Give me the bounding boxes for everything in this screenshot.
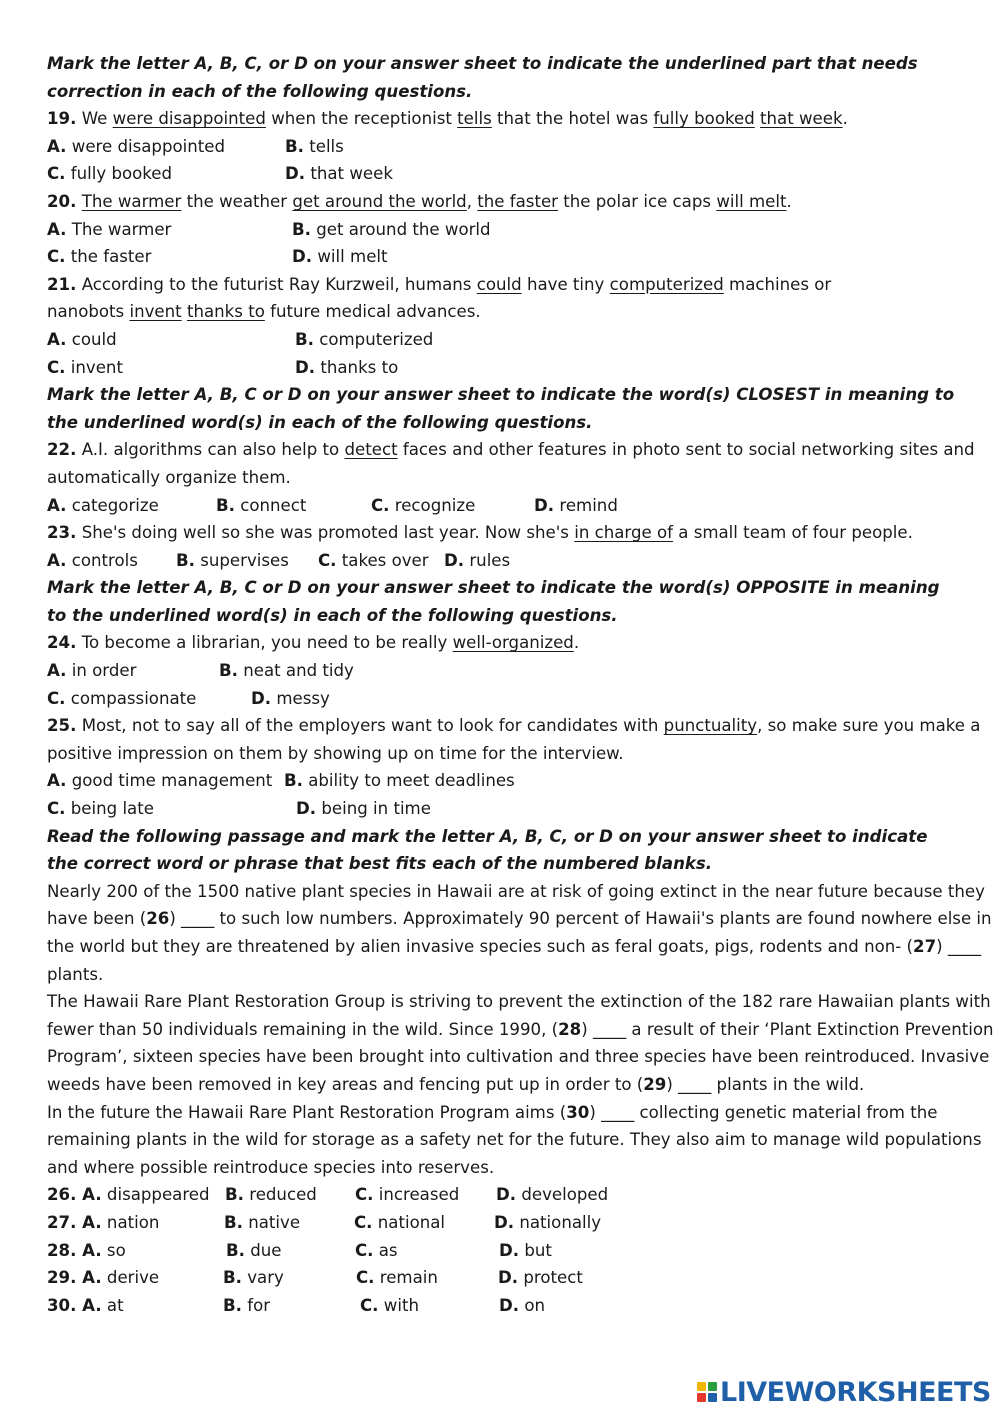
question-text: . <box>842 109 848 129</box>
question-text: Most, not to say all of the employers want to look for candidates with <box>81 716 659 736</box>
option-a[interactable]: 30. A. at <box>47 1295 124 1315</box>
passage-line: fewer than 50 individuals remaining in the wild. Since 1990, (28) ____ a result of their ‘Plant Extinction Prevention <box>47 1019 994 1039</box>
options-row <box>47 547 957 575</box>
option-b[interactable]: B. vary <box>223 1268 284 1288</box>
option-c[interactable]: C. invent <box>47 357 123 377</box>
question-text: We <box>81 109 108 129</box>
blank-26-number: 26 <box>146 909 170 929</box>
option-b[interactable]: B. native <box>224 1212 301 1232</box>
option-d[interactable]: D. protect <box>498 1268 583 1288</box>
options-row <box>47 492 957 520</box>
option-a[interactable]: 28. A. so <box>47 1240 126 1260</box>
question-text: nanobots <box>47 302 125 322</box>
underlined-part: that week <box>760 109 843 129</box>
question-text: when the receptionist <box>271 109 452 129</box>
option-c[interactable]: C. remain <box>356 1268 438 1288</box>
underlined-part: get around the world <box>292 191 467 211</box>
answer-row-28 <box>47 1237 957 1265</box>
option-b[interactable]: B. ability to meet deadlines <box>284 771 515 791</box>
passage-line: Nearly 200 of the 1500 native plant species in Hawaii are at risk of going extinct in the near future because they <box>47 881 985 901</box>
question-number: 20. <box>47 191 77 211</box>
answer-row-30 <box>47 1292 957 1320</box>
question-text: machines or <box>729 274 832 294</box>
option-a[interactable]: A. could <box>47 329 117 349</box>
passage-line: remaining plants in the wild for storage as a safety net for the future. They also aim to manage wild populations <box>47 1130 982 1150</box>
instruction-correction: Mark the letter A, B, C, or D on your answer sheet to indicate the underlined part that needs correction in each of the following questions. <box>47 54 918 101</box>
options-row <box>47 657 957 685</box>
logo-text: LIVEWORKSHEETS <box>720 1376 991 1408</box>
question-25-cont: positive impression on them by showing up on time for the interview. <box>47 743 624 763</box>
question-24 <box>47 629 957 657</box>
option-d[interactable]: D. nationally <box>494 1212 602 1232</box>
options-row <box>47 326 957 354</box>
passage-line: the world but they are threatened by alien invasive species such as feral goats, pigs, rodents and non- (27) ____ <box>47 937 982 956</box>
instruction-closest: Mark the letter A, B, C or D on your answer sheet to indicate the word(s) CLOSEST in meaning to the underlined word(s) in each of the following questions. <box>47 385 955 432</box>
question-number: 22. <box>47 440 77 460</box>
option-c[interactable]: C. increased <box>355 1185 460 1205</box>
question-text: have tiny <box>526 274 605 294</box>
option-d[interactable]: D. rules <box>444 550 511 570</box>
logo-mark-icon <box>697 1382 717 1402</box>
option-a[interactable]: A. The warmer <box>47 219 172 239</box>
question-text: She's doing well so she was promoted last year. Now she's <box>81 523 569 543</box>
question-text: future medical advances. <box>270 302 481 322</box>
option-d[interactable]: D. being in time <box>296 799 431 819</box>
passage-line: Program’, sixteen species have been brought into cultivation and three species have been reintroduced. Invasive <box>47 1047 990 1067</box>
option-b[interactable]: B. connect <box>216 495 307 515</box>
option-a[interactable]: 29. A. derive <box>47 1268 160 1288</box>
option-b[interactable]: B. due <box>226 1240 282 1260</box>
blank-28-number: 28 <box>558 1019 582 1039</box>
question-text: faces and other features in photo sent to social networking sites and <box>402 440 975 460</box>
option-c[interactable]: C. national <box>354 1212 446 1232</box>
underlined-part: well-organized <box>452 633 574 653</box>
question-text: , so make sure you make a <box>757 716 981 736</box>
question-text: . <box>786 191 792 211</box>
option-c[interactable]: C. recognize <box>371 495 476 515</box>
option-b[interactable]: B. for <box>223 1295 271 1315</box>
option-d[interactable]: D. but <box>499 1240 552 1260</box>
logo-square <box>708 1382 717 1391</box>
option-c[interactable]: C. compassionate <box>47 688 197 708</box>
question-number: 24. <box>47 633 77 653</box>
logo-square <box>697 1382 706 1391</box>
question-23 <box>47 519 957 547</box>
logo-square <box>697 1393 706 1402</box>
option-b[interactable]: B. computerized <box>295 329 434 349</box>
instruction-passage: Read the following passage and mark the letter A, B, C, or D on your answer sheet to indicate the correct word or phrase that best fits each of the numbered blanks. <box>47 826 928 874</box>
option-d[interactable]: D. remind <box>534 495 618 515</box>
option-c[interactable]: C. with <box>360 1295 419 1315</box>
passage-line: The Hawaii Rare Plant Restoration Group is striving to prevent the extinction of the 182 rare Hawaiian plants with <box>47 992 991 1012</box>
option-b[interactable]: B. tells <box>285 136 344 156</box>
option-a[interactable]: A. good time management <box>47 771 273 791</box>
options-row <box>47 767 957 795</box>
question-22-cont: automatically organize them. <box>47 467 291 487</box>
underlined-part: invent <box>129 302 182 322</box>
passage-line: have been (26) ____ to such low numbers. Approximately 90 percent of Hawaii's plants are found nowhere else in <box>47 909 992 929</box>
question-21-cont <box>47 298 957 326</box>
options-row <box>47 685 957 713</box>
underlined-part: detect <box>344 440 398 460</box>
option-d[interactable]: D. messy <box>251 688 330 708</box>
question-19 <box>47 105 957 133</box>
question-text: that the hotel was <box>497 109 649 129</box>
option-c[interactable]: C. takes over <box>318 550 429 570</box>
passage-line: plants. <box>47 964 104 984</box>
underlined-part: will melt <box>716 191 787 211</box>
option-c[interactable]: C. fully booked <box>47 164 173 184</box>
underlined-part: in charge of <box>574 523 673 543</box>
underlined-part: punctuality <box>663 716 758 736</box>
option-a[interactable]: A. were disappointed <box>47 136 226 156</box>
underlined-part: the faster <box>477 191 558 211</box>
underlined-part: tells <box>457 109 492 129</box>
option-c[interactable]: C. as <box>355 1240 398 1260</box>
instruction-opposite: Mark the letter A, B, C or D on your answer sheet to indicate the word(s) OPPOSITE in meaning to the underlined word(s) in each of the following questions. <box>47 578 940 625</box>
blank-29-number: 29 <box>643 1074 667 1094</box>
option-d[interactable]: D. that week <box>285 164 393 184</box>
option-c[interactable]: C. being late <box>47 799 154 819</box>
options-row <box>47 243 957 271</box>
answer-row-29 <box>47 1264 957 1292</box>
question-22 <box>47 436 975 464</box>
option-b[interactable]: B. supervises <box>176 550 289 570</box>
underlined-part: were disappointed <box>112 109 266 129</box>
options-row <box>47 354 957 382</box>
question-number: 21. <box>47 274 77 294</box>
underlined-part: The warmer <box>81 191 182 211</box>
option-d[interactable]: D. on <box>499 1295 546 1315</box>
option-d[interactable]: D. developed <box>496 1185 609 1205</box>
answer-row-26 <box>47 1181 957 1209</box>
blank-27-number: 27 <box>913 937 937 956</box>
option-a[interactable]: A. controls <box>47 550 138 570</box>
options-row <box>47 160 957 188</box>
question-number: 19. <box>47 109 77 129</box>
option-c[interactable]: C. the faster <box>47 247 152 267</box>
question-number: 23. <box>47 523 77 543</box>
options-row <box>47 133 957 161</box>
option-a[interactable]: A. in order <box>47 661 137 681</box>
option-b[interactable]: B. reduced <box>225 1185 317 1205</box>
question-20 <box>47 188 957 216</box>
question-text: the polar ice caps <box>563 191 712 211</box>
worksheet <box>47 50 994 1319</box>
question-text: A.I. algorithms can also help to <box>81 440 340 460</box>
passage-line: weeds have been removed in key areas and fencing put up in order to (29) ____ plants in the wild. <box>47 1074 865 1094</box>
option-d[interactable]: D. thanks to <box>295 357 399 377</box>
options-row <box>47 216 957 244</box>
options-row <box>47 795 957 823</box>
option-d[interactable]: D. will melt <box>292 247 388 267</box>
option-b[interactable]: B. neat and tidy <box>219 661 354 681</box>
question-text: . <box>573 633 580 653</box>
passage-line: In the future the Hawaii Rare Plant Restoration Program aims (30) ____ collecting genetic material from the <box>47 1102 938 1122</box>
question-text: To become a librarian, you need to be really <box>81 633 448 653</box>
question-text: a small team of four people. <box>678 523 913 543</box>
underlined-part: could <box>476 274 522 294</box>
question-number: 25. <box>47 716 77 736</box>
underlined-part: computerized <box>609 274 724 294</box>
logo-square <box>708 1393 717 1402</box>
option-b[interactable]: B. get around the world <box>292 219 491 239</box>
passage-line: and where possible reintroduce species into reserves. <box>47 1157 495 1177</box>
option-a[interactable]: 26. A. disappeared <box>47 1185 210 1205</box>
blank-30-number: 30 <box>566 1102 590 1122</box>
question-text: According to the futurist Ray Kurzweil, humans <box>81 274 472 294</box>
underlined-part: thanks to <box>186 302 265 322</box>
answer-row-27 <box>47 1209 957 1237</box>
option-a[interactable]: 27. A. nation <box>47 1212 160 1232</box>
question-25 <box>47 712 981 740</box>
question-text: the weather <box>186 191 288 211</box>
option-a[interactable]: A. categorize <box>47 495 159 515</box>
question-21 <box>47 271 957 299</box>
underlined-part: fully booked <box>653 109 755 129</box>
question-text: , <box>466 191 472 211</box>
liveworksheets-logo[interactable] <box>697 1377 991 1407</box>
